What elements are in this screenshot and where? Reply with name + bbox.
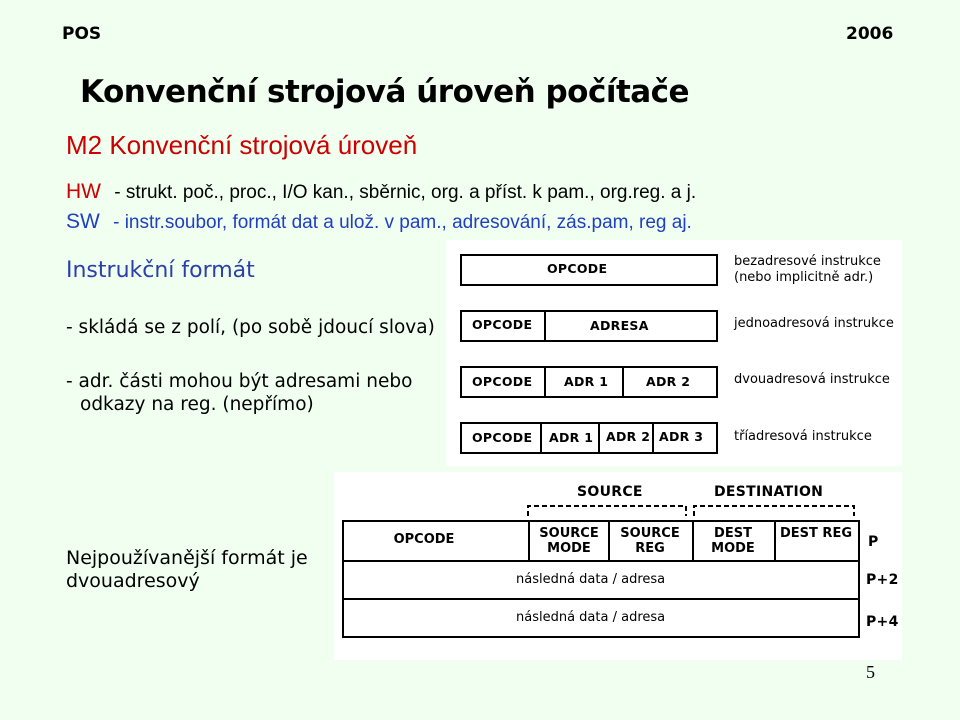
- bottom-note: Nejpoužívanější formát je dvouadresový: [66, 547, 308, 592]
- row-next-data-2: následná data / adresa: [516, 610, 666, 625]
- field-opcode: OPCODE: [547, 261, 608, 276]
- page-number: 5: [866, 662, 875, 682]
- section-title: Instrukční formát: [66, 258, 255, 283]
- page-subtitle: M2 Konvenční strojová úroveň: [66, 130, 418, 160]
- field-opcode: OPCODE: [472, 430, 533, 445]
- two-addr-panel: [334, 472, 902, 660]
- hw-line: [66, 180, 696, 204]
- caption-one-addr: jednoadresová instrukce: [734, 316, 894, 331]
- field-adresa: ADRESA: [590, 318, 649, 333]
- field-opcode: OPCODE: [472, 374, 533, 389]
- field-dest-mode: DEST MODE: [711, 526, 755, 556]
- field-source-reg: SOURCE REG: [620, 526, 680, 556]
- sw-line: [66, 210, 692, 234]
- page-title: Konvenční strojová úroveň počítače: [80, 74, 690, 110]
- bullet-2: - adr. části mohou být adresami nebo odkazy na reg. (nepřímo): [66, 371, 413, 415]
- hw-tag: HW: [66, 180, 101, 203]
- field-adr2: ADR 2: [606, 429, 651, 444]
- caption-three-addr: tříadresová instrukce: [734, 429, 872, 444]
- bullet-1: - skládá se z polí, (po sobě jdoucí slova): [66, 317, 435, 338]
- field-opcode: OPCODE: [472, 317, 533, 332]
- caption-two-addr: dvouadresová instrukce: [734, 372, 890, 387]
- header-left: POS: [62, 24, 102, 44]
- field-adr1: ADR 1: [549, 430, 594, 445]
- address-p: P: [868, 534, 879, 550]
- field-adr1: ADR 1: [564, 374, 609, 389]
- sw-text: - instr.soubor, formát dat a ulož. v pam., adresování, zás.pam, reg aj.: [113, 212, 692, 233]
- group-brackets: [334, 472, 902, 532]
- header-right: 2006: [846, 24, 894, 44]
- row-next-data-1: následná data / adresa: [516, 572, 666, 587]
- field-opcode: OPCODE: [393, 532, 455, 547]
- destination-label: DESTINATION: [714, 484, 824, 500]
- address-p2: P+2: [866, 572, 899, 588]
- hw-text: - strukt. poč., proc., I/O kan., sběrnic, org. a příst. k pam., org.reg. a j.: [114, 182, 697, 203]
- caption-zero-addr: bezadresové instrukce (nebo implicitně adr.): [734, 254, 881, 285]
- field-adr3: ADR 3: [659, 429, 704, 444]
- formats-panel: [446, 240, 902, 466]
- field-source-mode: SOURCE MODE: [539, 526, 599, 556]
- field-dest-reg: DEST REG: [780, 526, 852, 541]
- address-p4: P+4: [866, 614, 899, 630]
- source-label: SOURCE: [577, 484, 643, 500]
- field-adr2: ADR 2: [646, 374, 691, 389]
- sw-tag: SW: [66, 210, 100, 233]
